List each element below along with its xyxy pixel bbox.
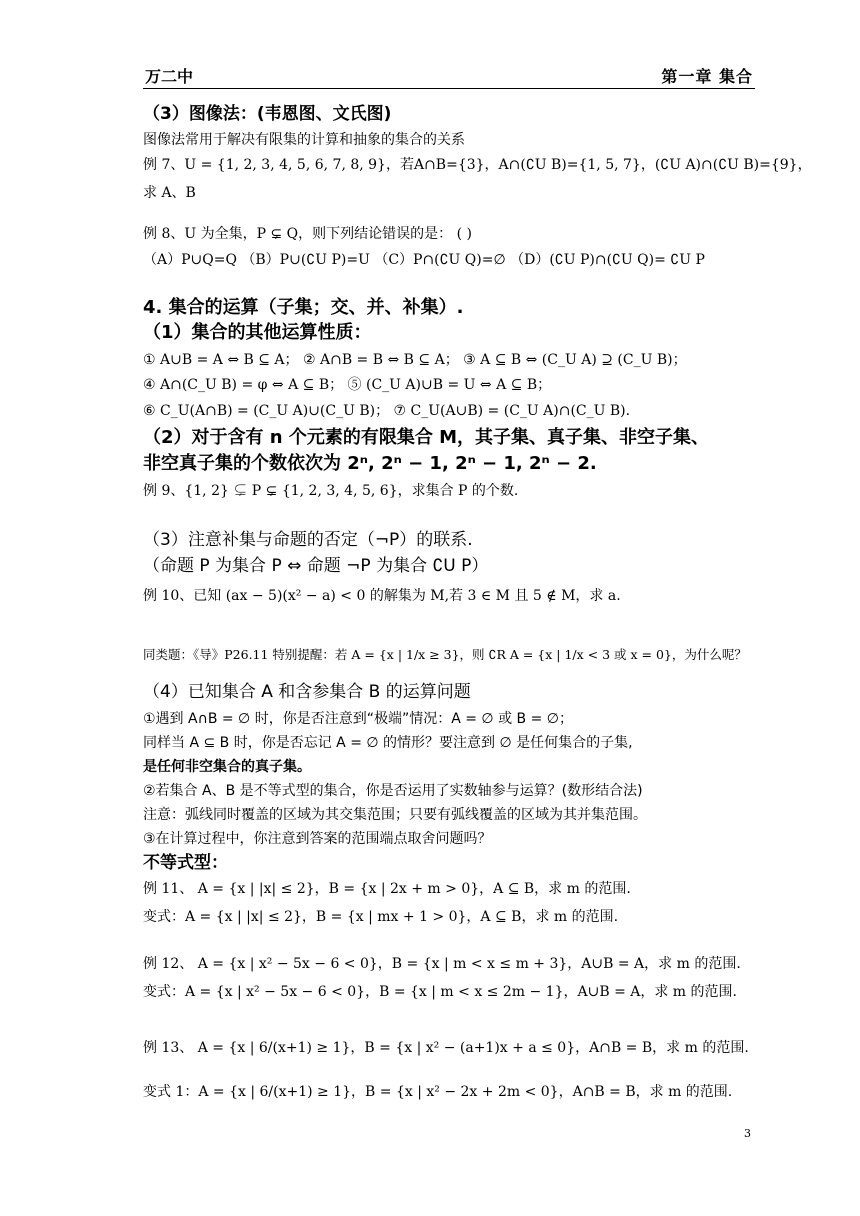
text-line-l09: ① A∪B = A ⇔ B ⊆ A； ② A∩B = B ⇔ B ⊆ A； ③ A ⊆ B ⇔ (C_U A) ⊇ (C_U B)； — [143, 352, 687, 368]
text-line-l28: 变式：A = {x | |x| ≤ 2}，B = {x | mx + 1 > 0}，A ⊆ B，求 m 的范围. — [143, 909, 619, 925]
header-school: 万二中 — [145, 67, 194, 86]
text-line-l20: ①遇到 A∩B = ∅ 时，你是否注意到“极端”情况：A = ∅ 或 B = ∅； — [143, 711, 573, 727]
text-line-l15: （3）注意补集与命题的否定（¬P）的联系. — [143, 530, 473, 550]
text-line-l04: 求 A、B — [143, 185, 196, 201]
text-line-l24: 注意：弧线同时覆盖的区域为其交集范围；只要有弧线覆盖的区域为其并集范围。 — [143, 807, 647, 823]
text-line-l08: （1）集合的其他运算性质： — [143, 322, 372, 343]
text-line-l13: 非空真子集的个数依次为 2ⁿ, 2ⁿ − 1, 2ⁿ − 1, 2ⁿ − 2. — [143, 453, 597, 474]
text-line-l21: 同样当 A ⊆ B 时，你是否忘记 A = ∅ 的情形？要注意到 ∅ 是任何集合的子集, — [143, 735, 633, 751]
text-line-l07: 4. 集合的运算（子集；交、并、补集）. — [143, 297, 464, 318]
text-line-l01: （3）图像法：(韦恩图、文氏图) — [143, 104, 392, 124]
text-line-l16: （命题 P 为集合 P ⇔ 命题 ¬P 为集合 ∁U P） — [143, 556, 489, 576]
text-line-l12: （2）对于含有 n 个元素的有限集合 M，其子集、真子集、非空子集、 — [143, 427, 710, 448]
text-line-l32: 变式 1：A = {x | 6/(x+1) ≥ 1}，B = {x | x² − 2x + 2m < 0}，A∩B = B，求 m 的范围. — [143, 1084, 733, 1100]
text-line-l25: ③在计算过程中，你注意到答案的范围端点取舍问题吗？ — [143, 831, 492, 847]
text-line-l30: 变式：A = {x | x² − 5x − 6 < 0}，B = {x | m < x ≤ 2m − 1}，A∪B = A，求 m 的范围. — [143, 984, 737, 1000]
header-chapter: 第一章 集合 — [661, 67, 753, 86]
text-line-l18: 同类题：《导》P26.11 特别提醒：若 A = {x | 1/x ≥ 3}，则 ∁R A = {x | 1/x < 3 或 x = 0}，为什么呢？ — [143, 647, 747, 662]
text-line-l17: 例 10、已知 (ax − 5)(x² − a) < 0 的解集为 M,若 3 ∈ M 且 5 ∉ M，求 a. — [143, 588, 621, 604]
text-line-l19: （4）已知集合 A 和含参集合 B 的运算问题 — [143, 682, 471, 702]
text-line-l14: 例 9、{1, 2} ⊊ P ⊊ {1, 2, 3, 4, 5, 6}，求集合 P 的个数. — [143, 483, 519, 499]
text-line-l31: 例 13、 A = {x | 6/(x+1) ≥ 1}，B = {x | x² − (a+1)x + a ≤ 0}，A∩B = B，求 m 的范围. — [143, 1040, 749, 1056]
text-line-l29: 例 12、 A = {x | x² − 5x − 6 < 0}，B = {x | m < x ≤ m + 3}，A∪B = A，求 m 的范围. — [143, 956, 741, 972]
text-line-l06: （A）P∪Q=Q （B）P∪(∁U P)=U （C）P∩(∁U Q)=∅ （D）(∁U P)∩(∁U Q)= ∁U P — [143, 252, 705, 268]
text-line-l11: ⑥ C_U(A∩B) = (C_U A)∪(C_U B)； ⑦ C_U(A∪B) = (C_U A)∩(C_U B). — [143, 403, 631, 419]
text-line-l05: 例 8、U 为全集，P ⊊ Q，则下列结论错误的是： ( ) — [143, 226, 472, 242]
text-line-l02: 图像法常用于解决有限集的计算和抽象的集合的关系 — [143, 132, 465, 148]
text-line-l03: 例 7、U = {1, 2, 3, 4, 5, 6, 7, 8, 9}，若A∩B={3}，A∩(∁U B)={1, 5, 7}，(∁U A)∩(∁U B)={9}， — [143, 157, 812, 173]
page-number: 3 — [744, 1127, 751, 1140]
text-line-l27: 例 11、 A = {x | |x| ≤ 2}，B = {x | 2x + m > 0}，A ⊆ B，求 m 的范围. — [143, 881, 631, 897]
text-line-l26: 不等式型： — [143, 853, 228, 873]
text-line-l23: ②若集合 A、B 是不等式型的集合，你是否运用了实数轴参与运算？(数形结合法) — [143, 783, 643, 799]
text-line-l22: 是任何非空集合的真子集。 — [143, 759, 311, 775]
page-header — [143, 64, 755, 89]
text-line-l10: ④ A∩(C_U B) = φ ⇔ A ⊆ B； ⑤ (C_U A)∪B = U ⇔ A ⊆ B； — [143, 377, 552, 393]
